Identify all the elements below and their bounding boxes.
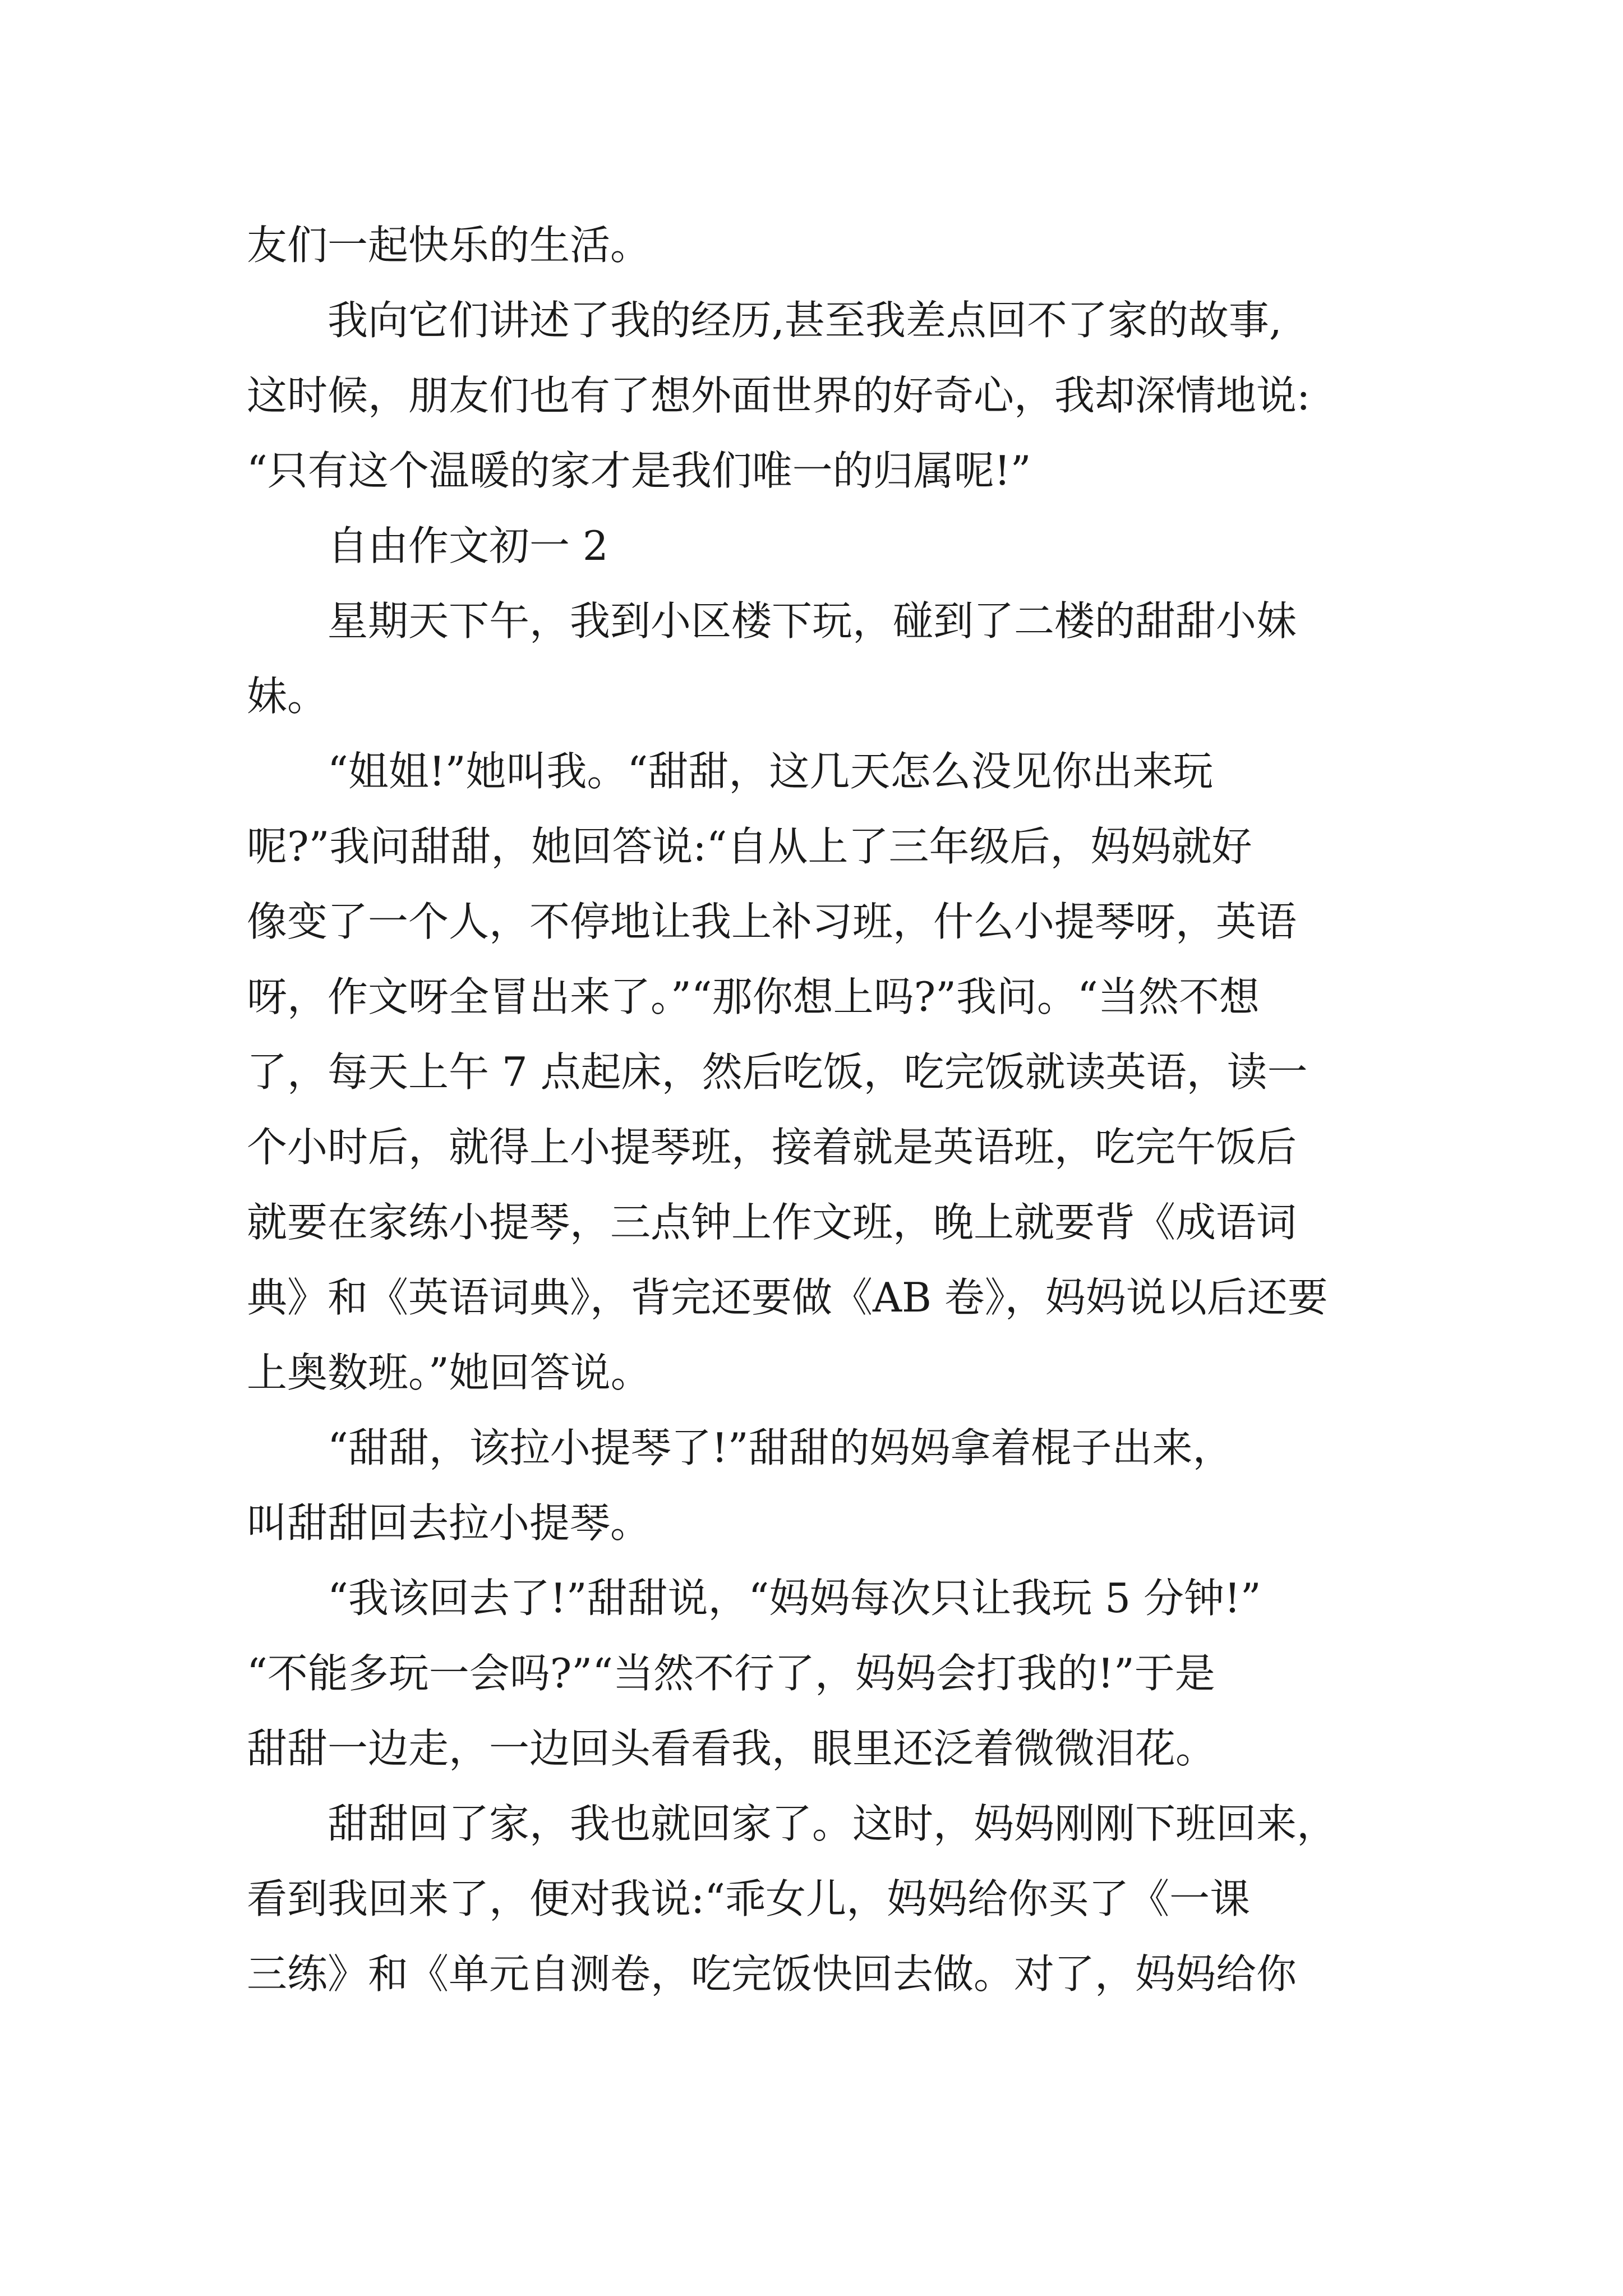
text-line: 呀，作文呀全冒出来了。”“那你想上吗?”我问。“当然不想	[247, 973, 1260, 1020]
text-line: 呢?”我问甜甜，她回答说:“自从上了三年级后，妈妈就好	[247, 823, 1252, 870]
text-line: “甜甜，该拉小提琴了!”甜甜的妈妈拿着棍子出来，	[247, 1424, 1233, 1471]
article-body	[247, 208, 1436, 2012]
text-line: 甜甜回了家，我也就回家了。这时，妈妈刚刚下班回来，	[247, 1800, 1338, 1847]
text-line: “不能多玩一会吗?”“当然不行了，妈妈会打我的!”于是	[247, 1650, 1215, 1697]
text-line: 星期天下午，我到小区楼下玩，碰到了二楼的甜甜小妹	[247, 597, 1297, 645]
text-line: “姐姐!”她叫我。“甜甜，这几天怎么没见你出来玩	[247, 748, 1214, 795]
text-line: 像变了一个人，不停地让我上补习班，什么小提琴呀，英语	[247, 898, 1297, 945]
text-line: 这时候，朋友们也有了想外面世界的好奇心，我却深情地说:	[247, 372, 1311, 419]
text-line: 上奥数班。”她回答说。	[247, 1349, 651, 1396]
text-line: 妹。	[247, 673, 328, 720]
text-line: 三练》和《单元自测卷，吃完饭快回去做。对了，妈妈给你	[247, 1950, 1297, 1998]
text-line: 典》和《英语词典》，背完还要做《AB 卷》，妈妈说以后还要	[247, 1274, 1328, 1321]
section-heading: 自由作文初一 2	[247, 522, 608, 569]
text-line: 看到我回来了，便对我说:“乖女儿，妈妈给你买了《一课	[247, 1875, 1251, 1922]
text-line: 了，每天上午 7 点起床，然后吃饭，吃完饭就读英语，读一	[247, 1048, 1308, 1096]
text-line: 友们一起快乐的生活。	[247, 222, 651, 269]
text-line: 我向它们讲述了我的经历,甚至我差点回不了家的故事,	[247, 297, 1282, 344]
text-line: 就要在家练小提琴，三点钟上作文班，晚上就要背《成语词	[247, 1199, 1297, 1246]
text-line: 个小时后，就得上小提琴班，接着就是英语班，吃完午饭后	[247, 1124, 1297, 1171]
text-line: 叫甜甜回去拉小提琴。	[247, 1499, 651, 1547]
text-line: “只有这个温暖的家才是我们唯一的归属呢!”	[247, 447, 1031, 494]
text-line: “我该回去了!”甜甜说，“妈妈每次只让我玩 5 分钟!”	[247, 1575, 1261, 1622]
text-line: 甜甜一边走，一边回头看看我，眼里还泛着微微泪花。	[247, 1725, 1216, 1772]
